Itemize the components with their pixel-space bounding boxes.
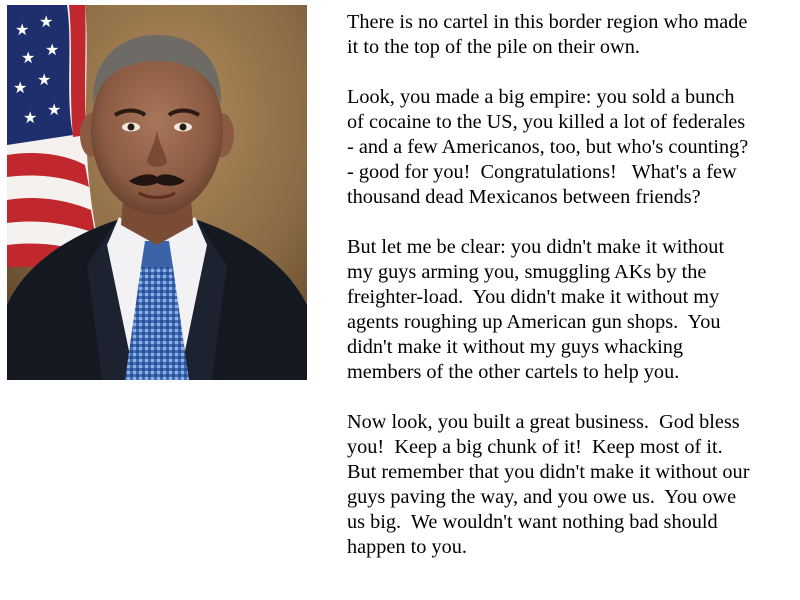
svg-text:★: ★ — [15, 20, 30, 39]
svg-text:★: ★ — [39, 12, 54, 31]
svg-text:★: ★ — [45, 40, 60, 59]
svg-text:★: ★ — [23, 108, 38, 127]
paragraph-2: Look, you made a big empire: you sold a bunch of cocaine to the US, you killed a lot of federales - and a few Americanos, too, but who's counting? - good for you! Congratulations! What's a few thousand dead Mexicanos between friends? — [347, 86, 749, 208]
portrait-illustration — [7, 5, 307, 380]
svg-text:★: ★ — [13, 78, 28, 97]
caption-text — [347, 10, 793, 560]
svg-text:★: ★ — [37, 70, 52, 89]
svg-text:★: ★ — [47, 100, 62, 119]
svg-text:★: ★ — [21, 48, 36, 67]
paragraph-4: Now look, you built a great business. God bless you! Keep a big chunk of it! Keep most of it. But remember that you didn't make it without our guys paving the way, and you owe us. You owe us big. We wouldn't want nothing bad should happen to you. — [347, 411, 750, 558]
paragraph-3: But let me be clear: you didn't make it without my guys arming you, smuggling AKs by the freighter-load. You didn't make it without my agents roughing up American gun shops. You didn't make it without my guys whacking members of the other cartels to help you. — [347, 236, 725, 383]
paragraph-1: There is no cartel in this border region who made it to the top of the pile on their own. — [347, 11, 748, 58]
portrait-photo — [7, 5, 307, 380]
